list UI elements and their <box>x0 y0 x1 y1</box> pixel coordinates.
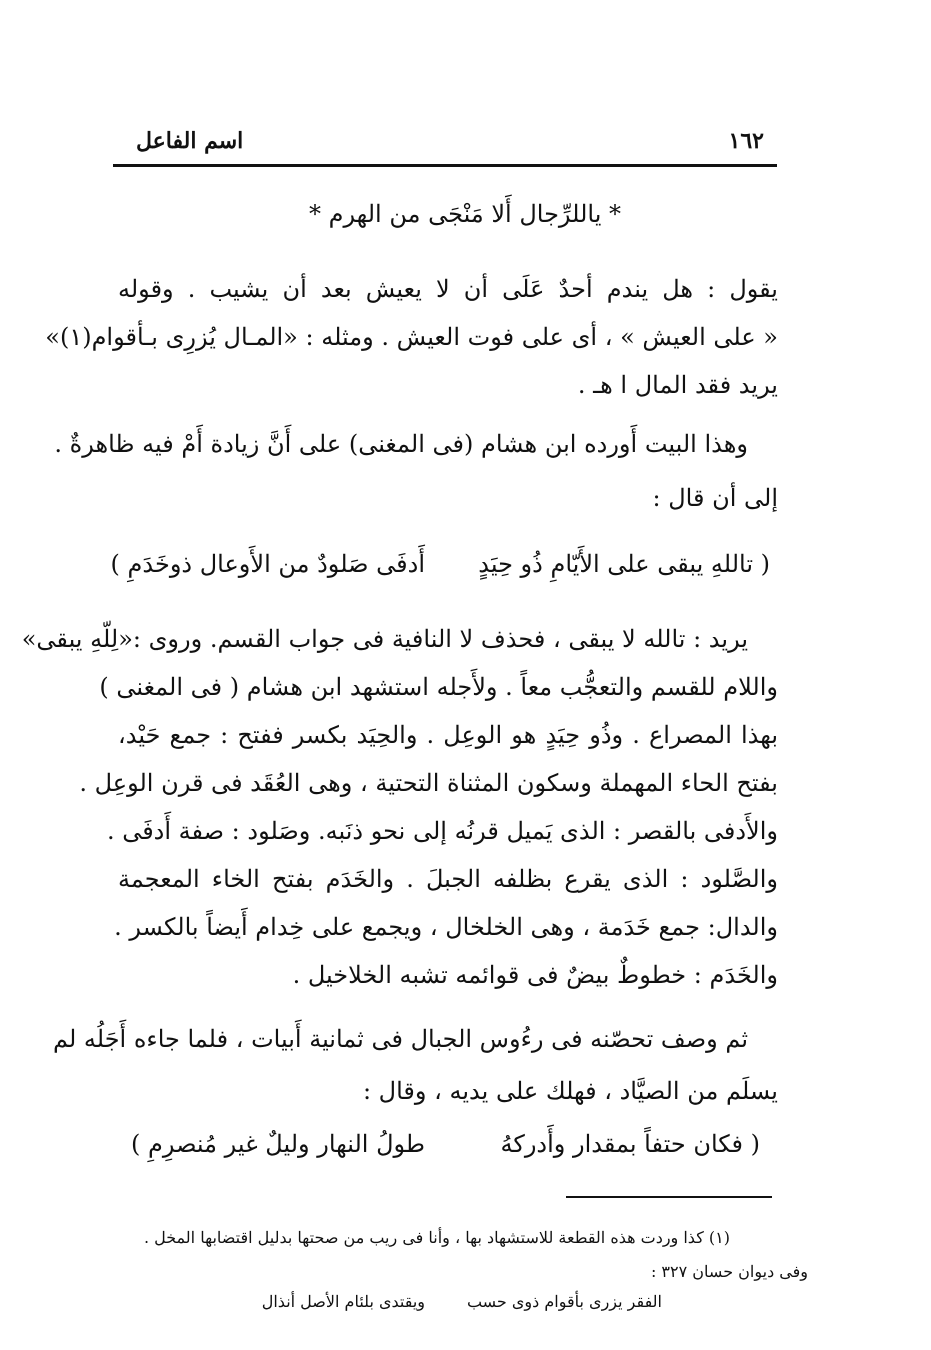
text-line: والخَدَم : خطوطٌ بيضٌ فى قوائمه تشبه الخلاخيل . <box>292 961 778 989</box>
text-line: والأَدفى بالقصر : الذى يَميل قرنُه إلى نحو ذنَبه. وصَلود : صفة أَدفَى . <box>106 817 778 845</box>
section-title: اسم الفاعل <box>136 128 244 154</box>
running-header <box>118 128 776 162</box>
footnote-line-1: (١) كذا وردت هذه القطعة للاستشهاد بها ، وأنا فى ريب من صحتها بدليل اقتضابها المخل . <box>143 1228 730 1247</box>
verse-2-second-hemistich: طولُ النهار وليلٌ غير مُنصرِمِ ) <box>131 1130 425 1158</box>
text-line: والصَّلود : الذى يقرع بظلفه الجبلَ . والخَدَم بفتح الخاء المعجمة <box>118 865 778 893</box>
text-line: يريد : تالله لا يبقى ، فحذف لا النافية فى جواب القسم. وروى :«لِلّهِ يبقى» <box>21 625 748 653</box>
text-line: ثم وصف تحصّنه فى رءُوس الجبال فى ثمانية أَبيات ، فلما جاءه أَجَلُه لم <box>52 1025 748 1053</box>
footnote-verse-second: ويقتدى بلئام الأصل أنذال <box>261 1292 425 1311</box>
header-rule <box>113 164 777 167</box>
verse-1-second-hemistich: أَدفَى صَلودٌ من الأَوعال ذوخَدَمِ ) <box>110 550 425 578</box>
text-line: يسلَم من الصيَّاد ، فهلك على يديه ، وقال : <box>362 1077 778 1105</box>
text-line: إلى أن قال : <box>652 484 778 512</box>
footnote-verse-first: الفقر يزرى بأقوام ذوى حسب <box>466 1292 662 1311</box>
verse-2-first-hemistich: ( فكان حتفاً بمقدار وأَدركهُ <box>500 1130 760 1158</box>
text-line: بفتح الحاء المهملة وسكون المثناة التحتية ، وهى العُقَد فى قرن الوعِل . <box>79 769 778 797</box>
paragraph-2 <box>54 420 778 520</box>
text-line: يريد فقد المال ا هـ . <box>577 371 778 399</box>
text-line: وهذا البيت أَورده ابن هشام (فى المغنى) على أَنَّ زيادة أَمْ فيه ظاهرةٌ . <box>54 430 748 458</box>
page-number: ١٦٢ <box>728 128 764 154</box>
footnote-rule <box>566 1196 772 1198</box>
paragraph-3 <box>21 615 779 1005</box>
verse-1-first-hemistich: ( تاللهِ يبقى على الأَيّامِ ذُو حِيَدٍ <box>478 550 770 578</box>
paragraph-4 <box>52 1015 778 1115</box>
text-line: والدال: جمع خَدَمة ، وهى الخلخال ، ويجمع على خِدام أَيضاً بالكسر . <box>114 913 778 941</box>
paragraph-1 <box>45 265 778 415</box>
footnote-line-2: وفى ديوان حسان ٣٢٧ : <box>650 1262 808 1281</box>
text-line: يقول : هل يندم أحدٌ عَلَى أن لا يعيش بعد أن يشيب . وقوله <box>118 275 778 303</box>
text-line: بهذا المصراع . وذُو حِيَدٍ هو الوعِل . والحِيَد بكسر ففتح : جمع حَيْد، <box>118 721 779 749</box>
verse-fragment: * ياللرِّجال أَلا مَنْجَى من الهرم * <box>308 200 622 228</box>
text-line: واللام للقسم والتعجُّب معاً . ولأَجله استشهد ابن هشام ( فى المغنى ) <box>99 673 778 701</box>
text-line: « على العيش » ، أى على فوت العيش . ومثله : «المـال يُزرِى بـأقوام(١)» <box>45 323 778 351</box>
